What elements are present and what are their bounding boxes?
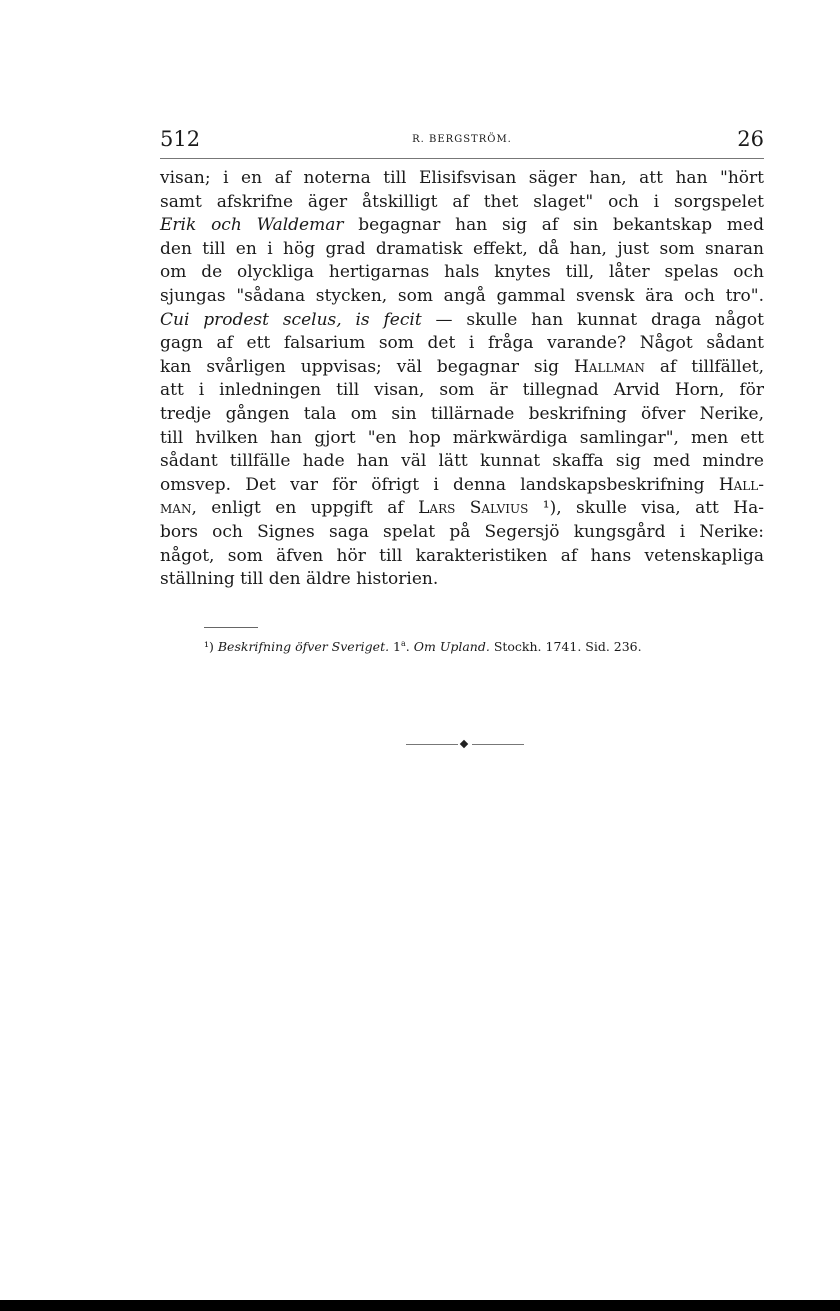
- ornament-rule-left: [406, 744, 458, 745]
- text-line: visan; i en af noterna till Elisifsvisan säger han, att han "hört: [160, 168, 764, 188]
- scan-edge-bar: [0, 1300, 840, 1311]
- text-fragment: ¹), skulle visa, att Ha-: [528, 498, 764, 519]
- ornament-rule-right: [472, 744, 524, 745]
- text-line: [160, 497, 764, 521]
- body-paragraph: [160, 167, 764, 592]
- text-line: [160, 356, 764, 380]
- text-line: gagn af ett falsarium som det i fråga varande? Något sådant: [160, 333, 764, 354]
- page-number: 512: [160, 127, 201, 151]
- footnote: ¹) Beskrifning öfver Sveriget. 1$^a$. Om Upland. Stockh. 1741. Sid. 236.: [204, 639, 642, 655]
- text-fragment: begagnar han sig af sin bekantskap med: [343, 215, 764, 236]
- author-name: Hall-: [718, 474, 764, 495]
- latin-quote: Cui prodest scelus, is fecit: [160, 309, 422, 330]
- footnote-volume-sup: a: [401, 639, 406, 648]
- footnote-volume: 1: [389, 639, 402, 655]
- text-line: till hvilken han gjort "en hop märkwärdiga samlingar", men ett: [160, 427, 764, 448]
- text-line: tredje gången tala om sin tillärnade beskrifning öfver Nerike,: [160, 403, 764, 424]
- ornament-dot: [460, 740, 468, 748]
- text-line: samt afskrifne äger åtskilligt af thet slaget" och i sorgspelet: [160, 191, 764, 212]
- end-ornament: [406, 740, 524, 750]
- text-line: bors och Signes saga spelat på Segersjö kungsgård i Nerike:: [160, 521, 764, 542]
- text-line: den till en i hög grad dramatisk effekt, då han, just som snaran: [160, 238, 764, 259]
- text-line: att i inledningen till visan, som är tillegnad Arvid Horn, för: [160, 380, 764, 401]
- text-line: sjungas "sådana stycken, som angå gammal svensk ära och tro".: [160, 285, 764, 306]
- text-fragment: af tillfället,: [644, 356, 764, 377]
- footnote-imprint: Stockh. 1741. Sid. 236.: [489, 639, 642, 655]
- footnote-title: Beskrifning öfver Sveriget.: [217, 639, 390, 655]
- play-title: Erik och Waldemar: [160, 215, 344, 236]
- text-fragment: omsvep. Det var för öfrigt i denna landskapsbeskrifning: [160, 474, 719, 495]
- footnote-rule: [204, 627, 258, 628]
- text-fragment: kan svårligen uppvisas; väl begagnar sig: [160, 356, 574, 377]
- text-line: [160, 214, 764, 238]
- text-fragment: , enligt en uppgift af: [191, 498, 419, 519]
- text-line: [160, 309, 764, 333]
- text-fragment: — skulle han kunnat draga något: [421, 309, 764, 330]
- author-name: Hallman: [573, 356, 645, 377]
- folio-number: 26: [737, 127, 764, 151]
- text-line: om de olyckliga hertigarnas hals knytes till, låter spelas och: [160, 262, 764, 283]
- header-rule: [160, 158, 764, 159]
- page-header: [160, 124, 764, 158]
- text-line: ställning till den äldre historien.: [160, 569, 439, 590]
- author-name: Lars Salvius: [418, 498, 529, 519]
- text-line: sådant tillfälle hade han väl lätt kunnat skaffa sig med mindre: [160, 451, 764, 472]
- footnote-part: Om Upland.: [413, 639, 490, 655]
- author-name: man: [160, 498, 192, 519]
- footnote-marker: ¹): [204, 639, 214, 655]
- text-line: [160, 474, 764, 498]
- text-line: något, som äfven hör till karakteristiken af hans vetenskapliga: [160, 545, 764, 566]
- running-head: R. BERGSTRÖM.: [412, 134, 512, 145]
